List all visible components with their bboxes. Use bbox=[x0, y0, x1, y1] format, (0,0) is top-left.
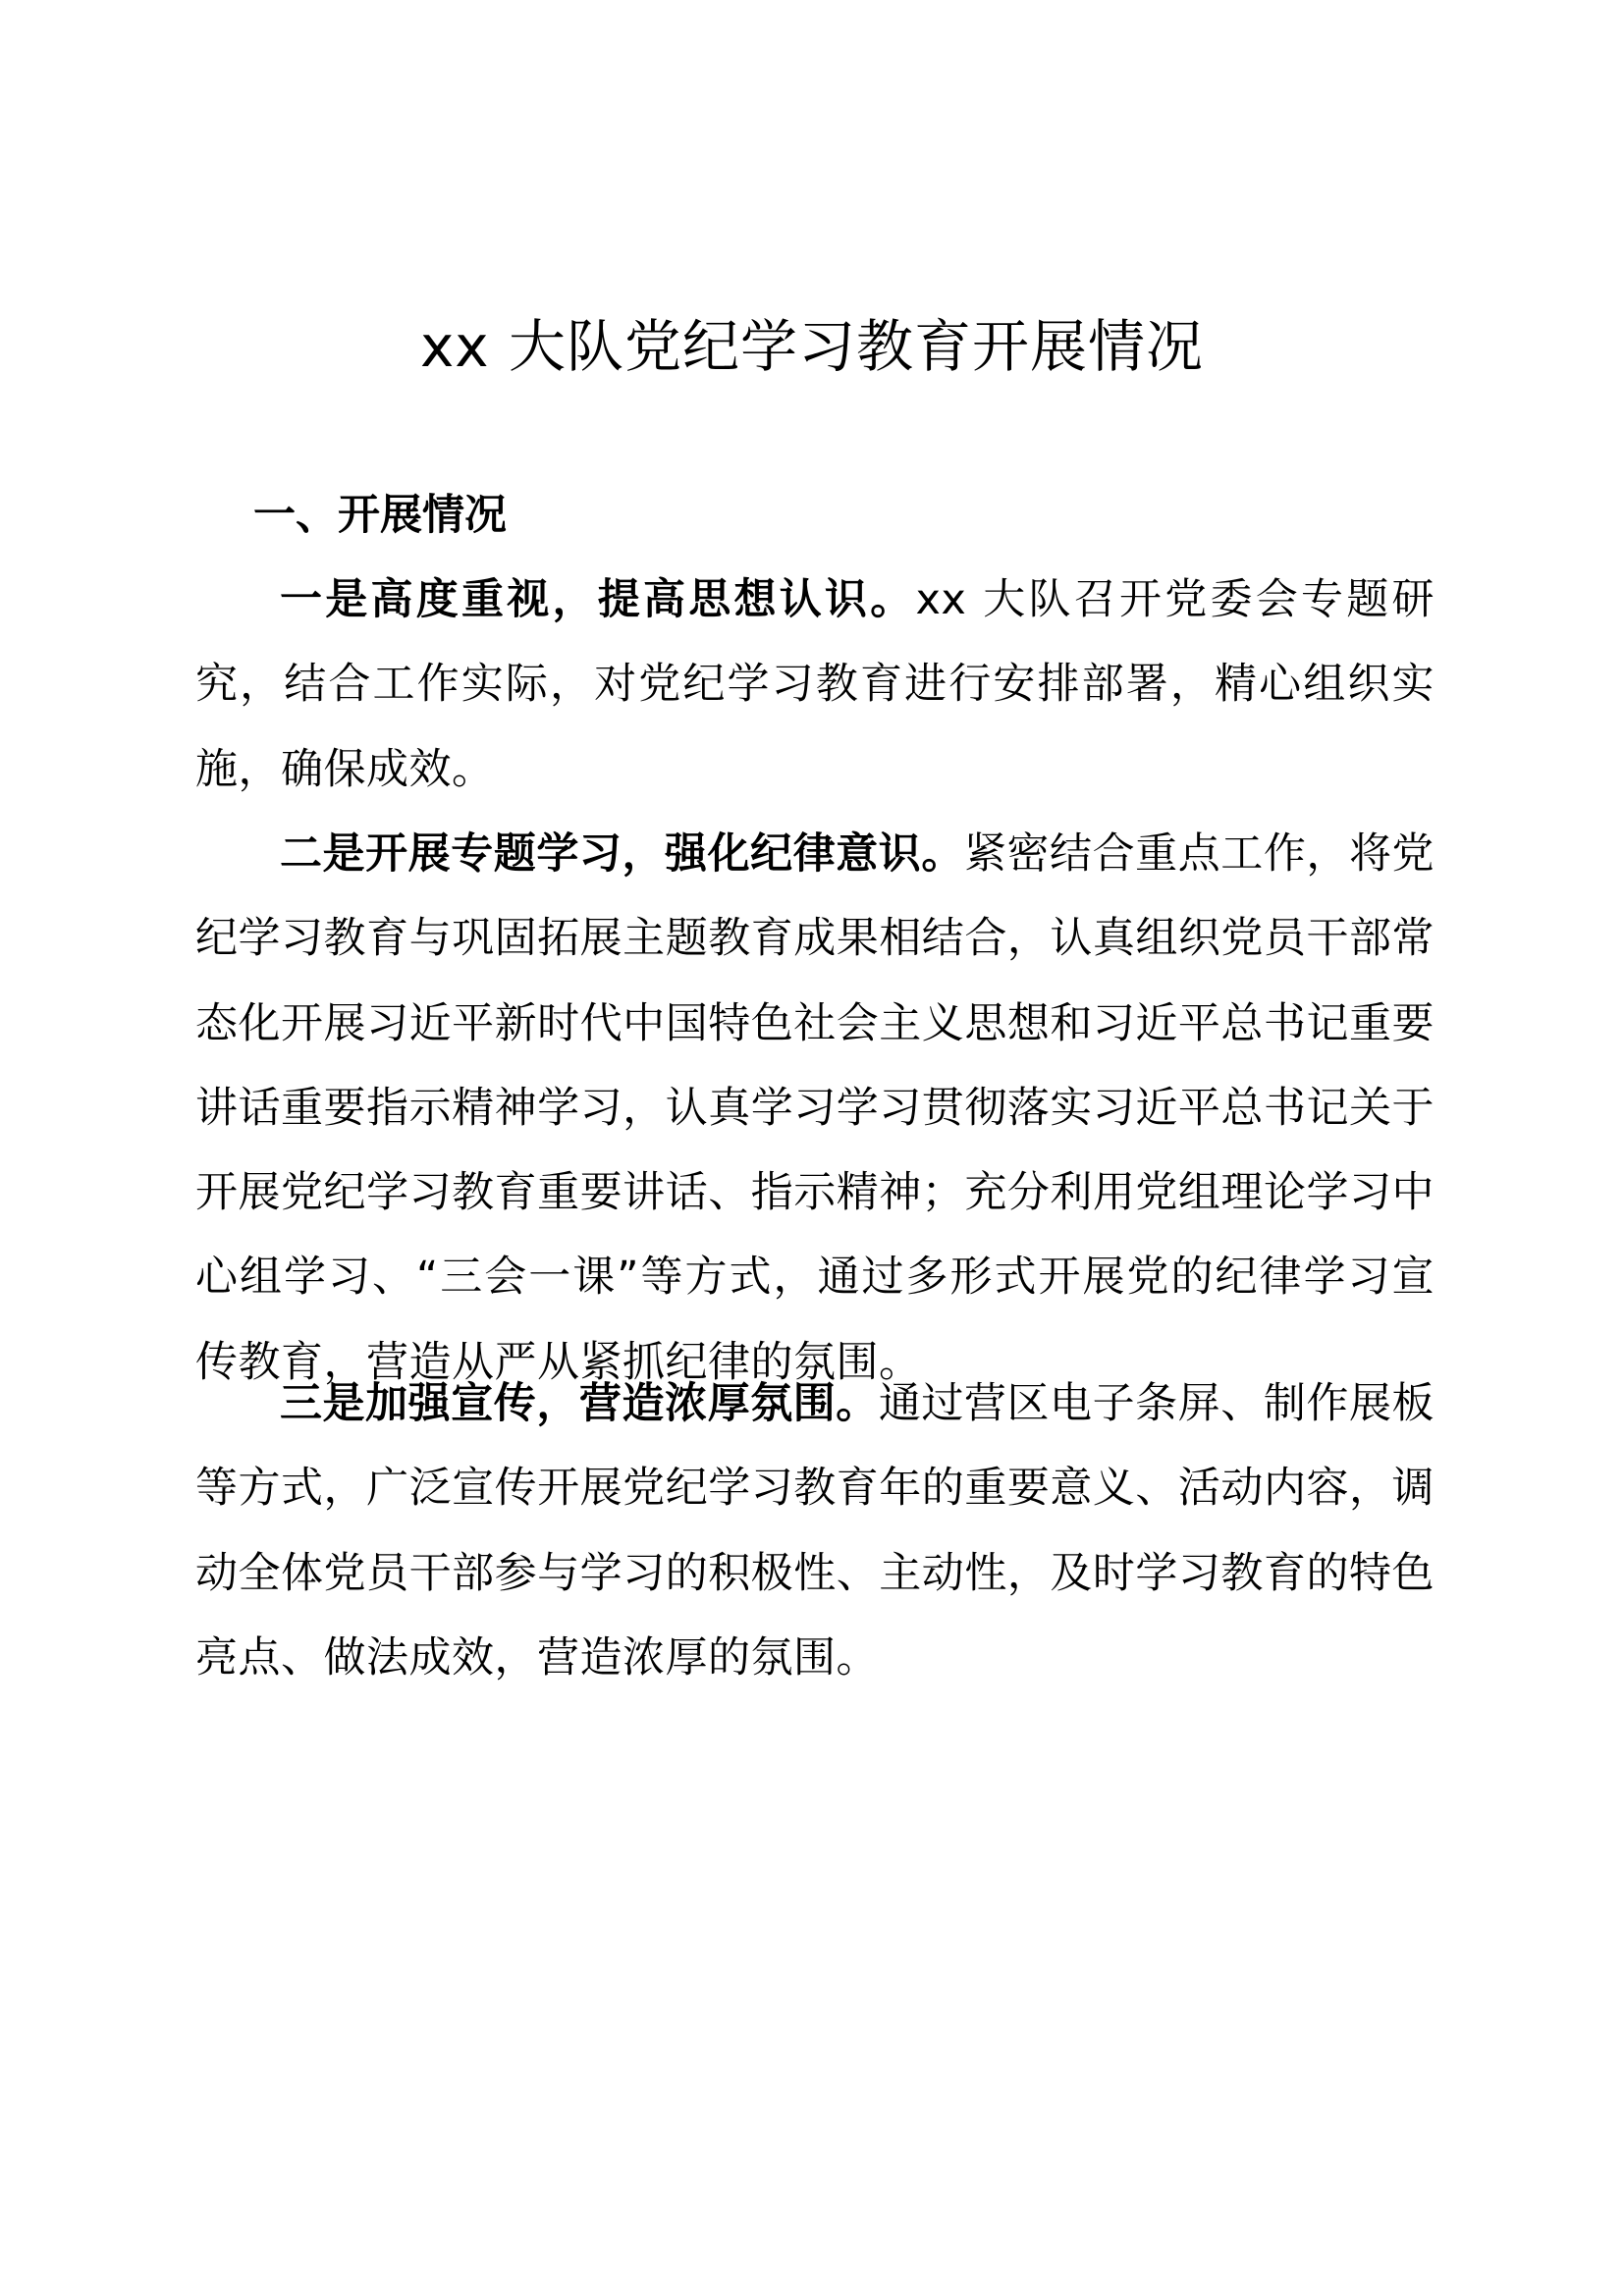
paragraph-lead: 三是加强宣传，营造浓厚氛围。 bbox=[280, 1379, 879, 1428]
paragraph-3 bbox=[195, 1362, 1435, 1700]
paragraph-lead: 一是高度重视，提高思想认识。 bbox=[280, 575, 916, 624]
section-heading: 一、开展情况 bbox=[253, 491, 507, 540]
paragraph-lead: 二是开展专题学习，强化纪律意识。 bbox=[280, 829, 964, 879]
paragraph-2 bbox=[195, 812, 1435, 1405]
paragraph-body: xx 大队召开党委会专题研究，结合工作实际，对党纪学习教育进行安排部署，精心组织实施，确保成效。 bbox=[195, 575, 1435, 794]
paragraph-body: 通过营区电子条屏、制作展板等方式，广泛宣传开展党纪学习教育年的重要意义、活动内容，调动全体党员干部参与学习的积极性、主动性，及时学习教育的特色亮点、做法成效，营造浓厚的氛围。 bbox=[195, 1379, 1435, 1682]
paragraph-body: 紧密结合重点工作，将党纪学习教育与巩固拓展主题教育成果相结合，认真组织党员干部常态化开展习近平新时代中国特色社会主义思想和习近平总书记重要讲话重要指示精神学习，认真学习学习贯彻落实习近平总书记关于开展党纪学习教育重要讲话、指示精神；充分利用党组理论学习中心组学习、“三会一课”等方式，通过多形式开展党的纪律学习宣传教育，营造从严从紧抓纪律的氛围。 bbox=[195, 829, 1435, 1387]
document-title: xx 大队党纪学习教育开展情况 bbox=[419, 313, 1205, 380]
paragraph-1 bbox=[195, 558, 1435, 812]
